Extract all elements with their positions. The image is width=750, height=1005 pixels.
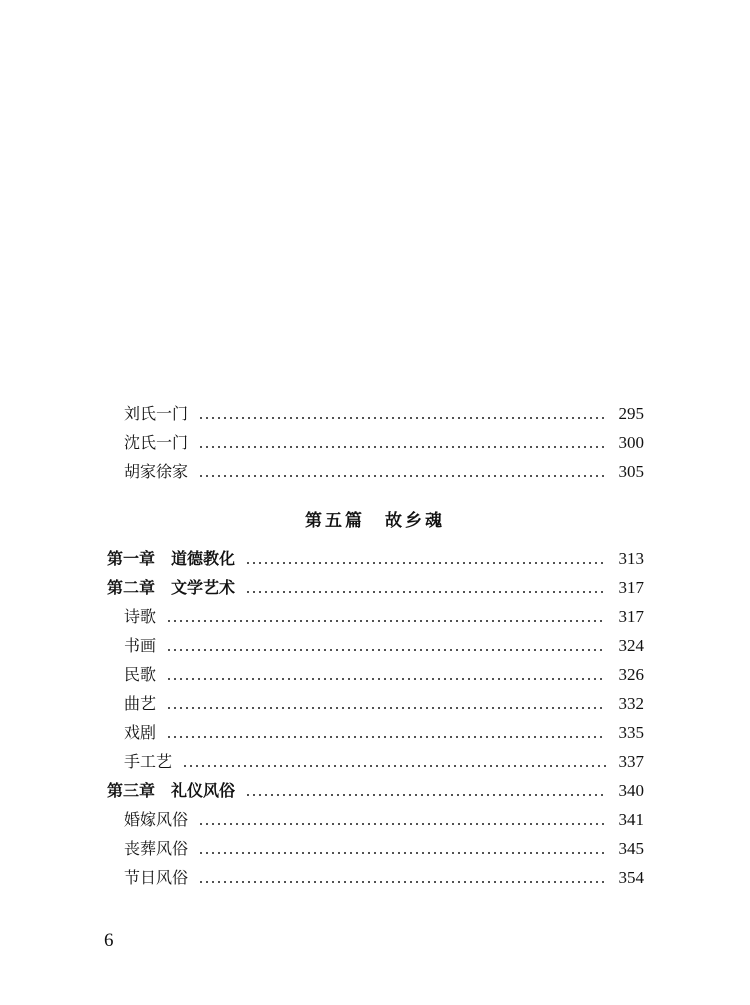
dot-leader	[245, 591, 606, 593]
dot-leader	[166, 707, 606, 709]
toc-entry-label: 书画	[124, 636, 157, 655]
dot-leader	[198, 852, 606, 854]
toc-entry-page: 313	[618, 549, 644, 568]
dot-leader	[198, 881, 606, 883]
toc-entry-page: 317	[618, 578, 644, 597]
toc-entry-page: 300	[618, 433, 644, 452]
dot-leader	[198, 475, 606, 477]
toc-entry-page: 340	[618, 781, 644, 800]
toc-entry-label: 诗歌	[124, 607, 157, 626]
toc-entry	[107, 835, 644, 859]
toc-entry	[107, 458, 644, 482]
toc-chapter	[107, 777, 644, 801]
toc-entry-label: 丧葬风俗	[124, 839, 189, 858]
toc-entry-page: 335	[618, 723, 644, 742]
toc-entry	[107, 690, 644, 714]
toc-entry-page: 345	[618, 839, 644, 858]
toc-entry	[107, 748, 644, 772]
toc-entry-label: 戏剧	[124, 723, 157, 742]
toc-entry	[107, 603, 644, 627]
dot-leader	[166, 620, 606, 622]
toc-entry	[107, 632, 644, 656]
toc-entry-page: 295	[618, 404, 644, 423]
toc-entry-label: 沈氏一门	[124, 433, 189, 452]
toc-entry-label: 刘氏一门	[124, 404, 189, 423]
toc-entry	[107, 429, 644, 453]
toc-entry-page: 341	[618, 810, 644, 829]
dot-leader	[198, 446, 606, 448]
toc-entry-page: 326	[618, 665, 644, 684]
toc-entry-label: 节日风俗	[124, 868, 189, 887]
dot-leader	[166, 736, 606, 738]
toc-entry	[107, 719, 644, 743]
toc-entry-label: 第二章 文学艺术	[107, 578, 236, 597]
toc-chapter	[107, 574, 644, 598]
toc-entry-page: 317	[618, 607, 644, 626]
toc-entry-page: 324	[618, 636, 644, 655]
toc-entry-page: 337	[618, 752, 644, 771]
toc-entry-label: 曲艺	[124, 694, 157, 713]
dot-leader	[198, 823, 606, 825]
part-title: 第五篇 故乡魂	[305, 511, 445, 531]
dot-leader	[166, 649, 606, 651]
toc-entry-page: 305	[618, 462, 644, 481]
toc-entry	[107, 661, 644, 685]
toc-entry-label: 胡家徐家	[124, 462, 189, 481]
dot-leader	[245, 562, 606, 564]
toc-entry-label: 民歌	[124, 665, 157, 684]
toc-entry-label: 手工艺	[124, 752, 173, 771]
dot-leader	[198, 417, 606, 419]
toc-entry	[107, 806, 644, 830]
dot-leader	[245, 794, 606, 796]
toc-chapter	[107, 545, 644, 569]
dot-leader	[166, 678, 606, 680]
toc-entry-label: 婚嫁风俗	[124, 810, 189, 829]
toc-entry	[107, 400, 644, 424]
toc-entry-page: 332	[618, 694, 644, 713]
dot-leader	[182, 765, 606, 767]
toc-entry-label: 第一章 道德教化	[107, 549, 236, 568]
toc-entry-page: 354	[618, 868, 644, 887]
toc-entry-label: 第三章 礼仪风俗	[107, 781, 236, 800]
page-number: 6	[104, 930, 114, 951]
toc-entry	[107, 864, 644, 888]
